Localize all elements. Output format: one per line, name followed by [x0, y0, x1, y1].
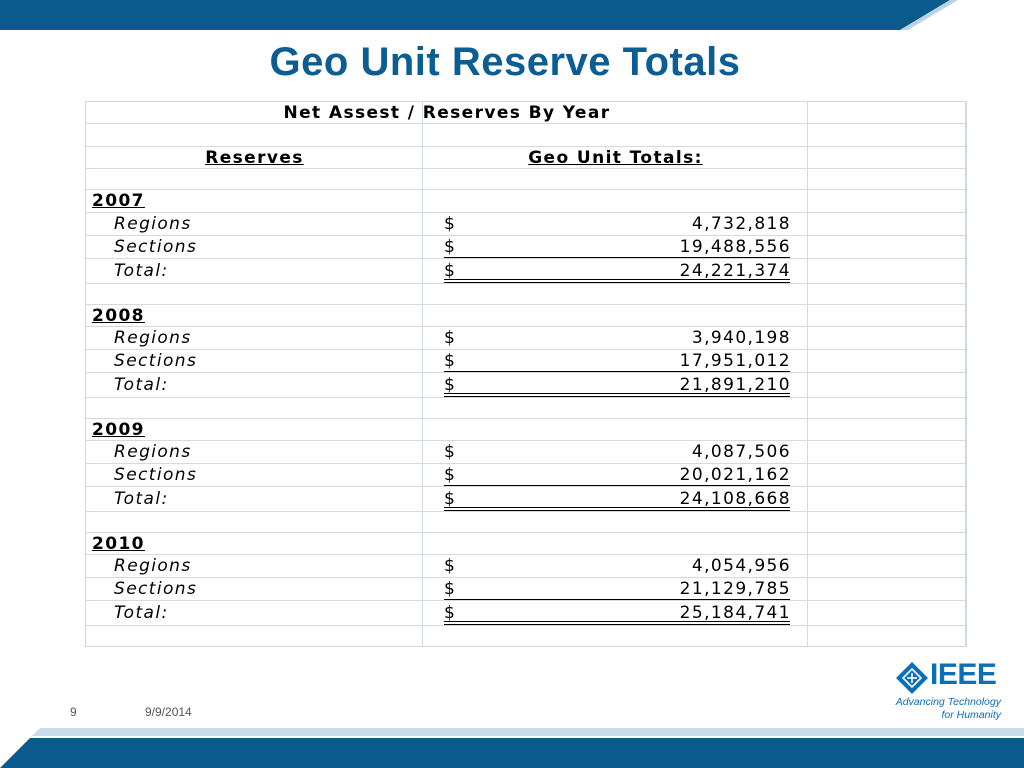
- total-value: 21,891,210: [679, 375, 791, 395]
- blank-row: [86, 512, 966, 533]
- caption-row: [86, 102, 966, 124]
- regions-label: Regions: [114, 556, 192, 576]
- logo-tagline: for Humanity: [941, 709, 1001, 721]
- table-row: [86, 327, 966, 350]
- sections-label: Sections: [114, 465, 198, 485]
- sections-value: 21,129,785: [679, 579, 791, 599]
- sections-label: Sections: [114, 237, 198, 257]
- year-row: [86, 419, 966, 441]
- blank-row: [86, 169, 966, 190]
- reserves-table: [85, 101, 967, 647]
- total-row: [86, 601, 966, 626]
- total-double-rule: [444, 279, 790, 283]
- year-label: 2010: [92, 533, 145, 554]
- total-row: [86, 373, 966, 398]
- year-label: 2007: [92, 191, 145, 211]
- total-double-rule: [444, 507, 790, 511]
- blank-row: [86, 626, 966, 646]
- currency-symbol: $: [444, 442, 457, 462]
- header-row: [86, 147, 966, 169]
- logo-wordmark: IEEE: [930, 658, 997, 691]
- currency-symbol: $: [444, 261, 457, 281]
- total-label: Total:: [114, 375, 169, 395]
- total-label: Total:: [114, 261, 169, 281]
- subtotal-rule: [444, 371, 790, 372]
- sections-value: 20,021,162: [679, 465, 791, 485]
- currency-symbol: $: [444, 214, 457, 234]
- table-caption: Net Assest / Reserves By Year: [283, 102, 611, 123]
- total-label: Total:: [114, 603, 169, 623]
- slide-date: 9/9/2014: [145, 705, 192, 719]
- year-row: [86, 305, 966, 327]
- table-row: [86, 236, 966, 259]
- ieee-logo: [893, 660, 1003, 722]
- sections-value: 17,951,012: [679, 351, 791, 371]
- regions-value: 3,940,198: [691, 328, 791, 348]
- top-band-decoration: [0, 0, 1024, 30]
- regions-label: Regions: [114, 214, 192, 234]
- blank-row: [86, 124, 966, 147]
- total-label: Total:: [114, 489, 169, 509]
- table-row: [86, 441, 966, 464]
- sections-label: Sections: [114, 351, 198, 371]
- total-row: [86, 259, 966, 284]
- regions-label: Regions: [114, 442, 192, 462]
- currency-symbol: $: [444, 603, 457, 623]
- slide-title: Geo Unit Reserve Totals: [269, 40, 741, 84]
- total-value: 24,108,668: [679, 489, 791, 509]
- blank-row: [86, 284, 966, 305]
- regions-value: 4,732,818: [691, 214, 791, 234]
- currency-symbol: $: [444, 465, 457, 485]
- total-row: [86, 487, 966, 512]
- regions-value: 4,087,506: [691, 442, 791, 462]
- year-label: 2008: [92, 305, 145, 326]
- total-value: 24,221,374: [679, 261, 791, 281]
- total-double-rule: [444, 393, 790, 397]
- column-header-reserves: Reserves: [205, 147, 304, 168]
- currency-symbol: $: [444, 579, 457, 599]
- subtotal-rule: [444, 257, 790, 258]
- table-row: [86, 213, 966, 236]
- ieee-diamond-icon: [895, 661, 929, 695]
- currency-symbol: $: [444, 237, 457, 257]
- regions-value: 4,054,956: [691, 556, 791, 576]
- currency-symbol: $: [444, 351, 457, 371]
- year-row: [86, 533, 966, 555]
- table-row: [86, 578, 966, 601]
- currency-symbol: $: [444, 328, 457, 348]
- column-header-totals: Geo Unit Totals:: [528, 147, 703, 168]
- year-row: [86, 190, 966, 213]
- slide-number: 9: [70, 705, 77, 719]
- currency-symbol: $: [444, 556, 457, 576]
- table-row: [86, 555, 966, 578]
- table-row: [86, 464, 966, 487]
- total-double-rule: [444, 621, 790, 625]
- sections-label: Sections: [114, 579, 198, 599]
- currency-symbol: $: [444, 489, 457, 509]
- currency-symbol: $: [444, 375, 457, 395]
- bottom-band-decoration: [0, 728, 1024, 768]
- logo-tagline: Advancing Technology: [895, 696, 1001, 708]
- table-row: [86, 350, 966, 373]
- subtotal-rule: [444, 599, 790, 600]
- blank-row: [86, 398, 966, 419]
- regions-label: Regions: [114, 328, 192, 348]
- sections-value: 19,488,556: [679, 237, 791, 257]
- year-label: 2009: [92, 419, 145, 440]
- total-value: 25,184,741: [679, 603, 791, 623]
- subtotal-rule: [444, 485, 790, 486]
